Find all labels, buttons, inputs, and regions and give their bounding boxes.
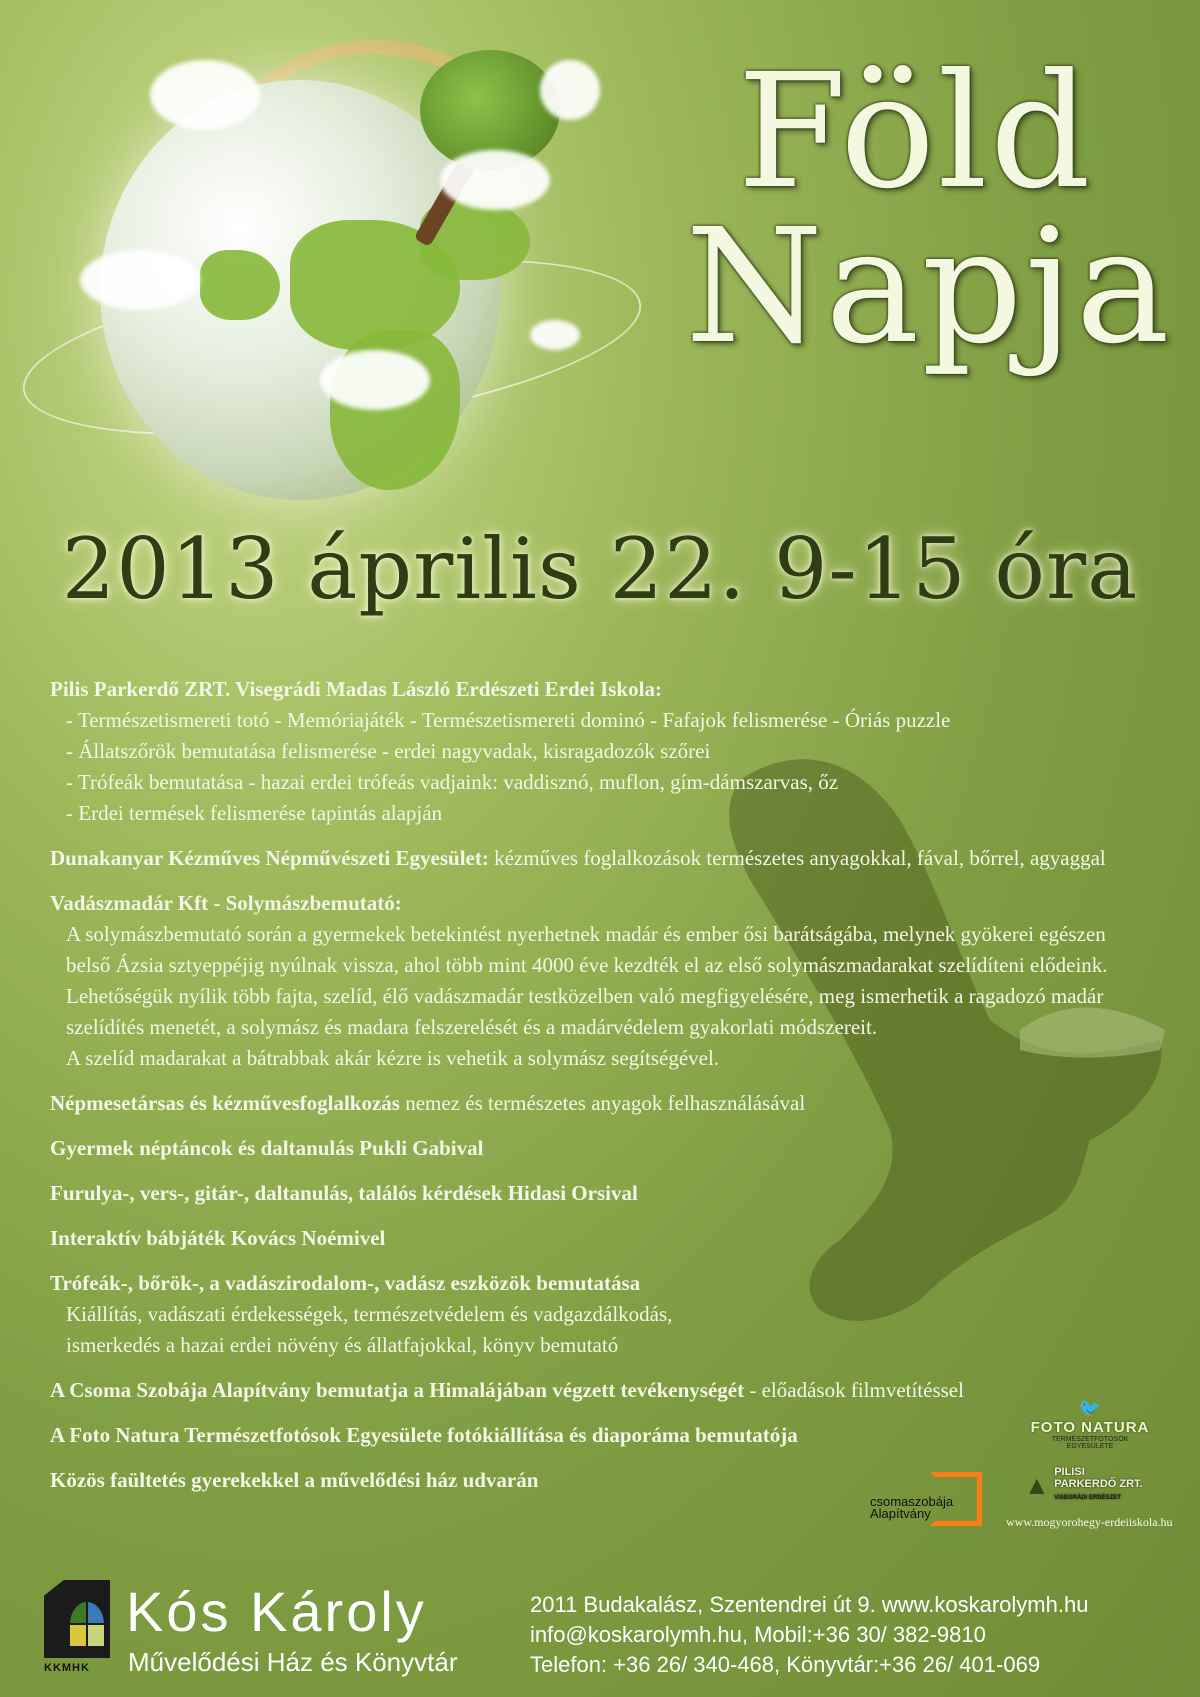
pilis-line-2: PARKERDŐ ZRT.: [1054, 1478, 1143, 1490]
program-heading: Dunakanyar Kézműves Népművészeti Egyesület:: [50, 846, 489, 870]
bird-icon: 🐦: [1078, 1398, 1102, 1418]
foto-natura-subtitle: TERMÉSZETFOTÓSOK EGYESÜLETE: [1051, 1436, 1129, 1450]
cloud: [440, 150, 550, 210]
earth-globe-illustration: [20, 20, 640, 520]
event-title: [685, 40, 1172, 379]
program-heading: A Foto Natura Természetfotósok Egyesülete fotókiállítása és diaporáma bemutatója: [50, 1423, 798, 1447]
list-item: - Állatszőrök bemutatása felismerése - erdei nagyvadak, kisragadozók szőrei: [66, 739, 711, 763]
program-description: kézműves foglalkozások természetes anyagokkal, fával, bőrrel, agyaggal: [488, 846, 1106, 870]
program-item-fotonatura: [50, 1420, 1170, 1451]
list-item: - Természetismereti totó - Memóriajáték - Természetismereti dominó - Fafajok felismerése - Óriás puzzle: [66, 708, 951, 732]
alapitvany-word: Alapítvány: [870, 1506, 931, 1521]
contact-email-mobile: info@koskarolymh.hu, Mobil:+36 30/ 382-9810: [530, 1622, 986, 1647]
paragraph-line: szelídítés menetét, a solymász és madara felszerelését és a madárvédelem gyakorlati módszereit.: [66, 1015, 878, 1039]
program-heading: Vadászmadár Kft - Solymászbemutató:: [50, 891, 402, 915]
event-date-time: 2013 április 22. 9-15 óra: [61, 520, 1139, 618]
program-item-neptanc: [50, 1133, 1170, 1164]
program-item-faultetes: [50, 1465, 1170, 1496]
paragraph-line: ismerkedés a hazai erdei növény és állatfajokkal, könyv bemutató: [66, 1333, 619, 1357]
list-item: - Trófeák bemutatása - hazai erdei trófeás vadjaink: vaddisznó, muflon, gím-dámszarvas, őz: [66, 770, 839, 794]
continent-americas: [200, 250, 280, 320]
paragraph-line: belső Ázsia sztyeppéjig nyúlnak vissza, ahol több mint 4000 éve kezdték el az első solymászmadarakat szelídíteni elődeink.: [66, 953, 1108, 977]
contact-address: 2011 Budakalász, Szentendrei út 9. www.koskarolymh.hu: [530, 1592, 1089, 1617]
logo-acronym: KKMHK: [44, 1662, 90, 1674]
cloud: [80, 250, 200, 310]
list-item: - Erdei termések felismerése tapintás alapján: [66, 801, 443, 825]
contact-info: [530, 1590, 1088, 1680]
program-heading: Trófeák-, bőrök-, a vadászirodalom-, vadász eszközök bemutatása: [50, 1271, 641, 1295]
szobaja-word: szobája: [908, 1494, 954, 1509]
paragraph-line: Lehetőségük nyílik több fajta, szelíd, élő vadászmadár testközelben való megfigyelésére, meg ismerhetik a ragadozó madár: [66, 984, 1104, 1008]
paragraph-line: Kiállítás, vadászati érdekességek, természetvédelem és vadgazdálkodás,: [66, 1302, 673, 1326]
paragraph-line: A szelíd madarakat a bátrabbak akár kézre is vehetik a solymász segítségével.: [66, 1046, 720, 1070]
program-heading: Népmesetársas és kézművesfoglalkozás: [50, 1091, 400, 1115]
program-item-pilis: [50, 674, 1170, 829]
program-heading: Közös faültetés gyerekekkel a művelődési ház udvarán: [50, 1468, 539, 1492]
cloud: [320, 350, 430, 410]
organizer-name: Kós Károly: [126, 1580, 427, 1643]
paragraph-line: A solymászbemutató során a gyermekek betekintést nyerhetnek madár és ember ősi barátságába, melynek gyökerei egészen: [66, 922, 1106, 946]
program-description: nemez és természetes anyagok felhasználásával: [399, 1091, 806, 1115]
cloud: [540, 60, 600, 120]
title-line-1: Föld: [737, 40, 1093, 224]
pilisi-parkerdo-logo: [1024, 1466, 1164, 1504]
program-description: - előadások filmvetítéssel: [744, 1378, 964, 1402]
program-heading: Pilis Parkerdő ZRT. Visegrádi Madas László Erdészeti Erdei Iskola:: [50, 677, 662, 701]
foto-natura-title: FOTO NATURA: [1030, 1419, 1150, 1436]
cloud: [530, 320, 580, 350]
pilis-logo-text: [1054, 1466, 1142, 1504]
program-item-dunakanyar: [50, 843, 1170, 874]
program-item-babjatek: [50, 1223, 1170, 1254]
erdeiiskola-website-link[interactable]: www.mogyorohegy-erdeiiskola.hu: [1006, 1515, 1173, 1529]
csoma-logo-text: [870, 1496, 953, 1520]
program-heading: Gyermek néptáncok és daltanulás Pukli Gabival: [50, 1136, 484, 1160]
pilis-subtitle: VISEGRÁDI ERDÉSZET: [1054, 1495, 1121, 1501]
program-heading: Furulya-, vers-, gitár-, daltanulás, találós kérdések Hidasi Orsival: [50, 1181, 638, 1205]
program-item-vadaszmadar: [50, 888, 1170, 1074]
title-line-2: Napja: [685, 194, 1172, 379]
kos-karoly-logo: [44, 1580, 110, 1680]
program-heading: Interaktív bábjáték Kovács Noémivel: [50, 1226, 386, 1250]
program-item-csoma: [50, 1375, 1170, 1406]
program-item-furulya: [50, 1178, 1170, 1209]
program-item-nepmese: [50, 1088, 1170, 1119]
program-item-trofeak: [50, 1268, 1170, 1361]
cloud: [150, 60, 260, 130]
pilis-line-1: PILISI: [1054, 1466, 1085, 1478]
deer-icon: ▲: [1024, 1469, 1050, 1500]
csoma-szobaja-logo: [870, 1472, 982, 1530]
window-icon: [70, 1602, 104, 1646]
program-heading: A Csoma Szobája Alapítvány bemutatja a Himalájában végzett tevékenységét: [50, 1378, 745, 1402]
csoma-word: csoma: [870, 1494, 909, 1509]
foto-natura-logo: [1030, 1398, 1150, 1450]
contact-phones: Telefon: +36 26/ 340-468, Könyvtár:+36 26/ 401-069: [530, 1652, 1041, 1677]
program-list: [50, 674, 1170, 1510]
organizer-subtitle: Művelődési Ház és Könyvtár: [128, 1647, 458, 1677]
